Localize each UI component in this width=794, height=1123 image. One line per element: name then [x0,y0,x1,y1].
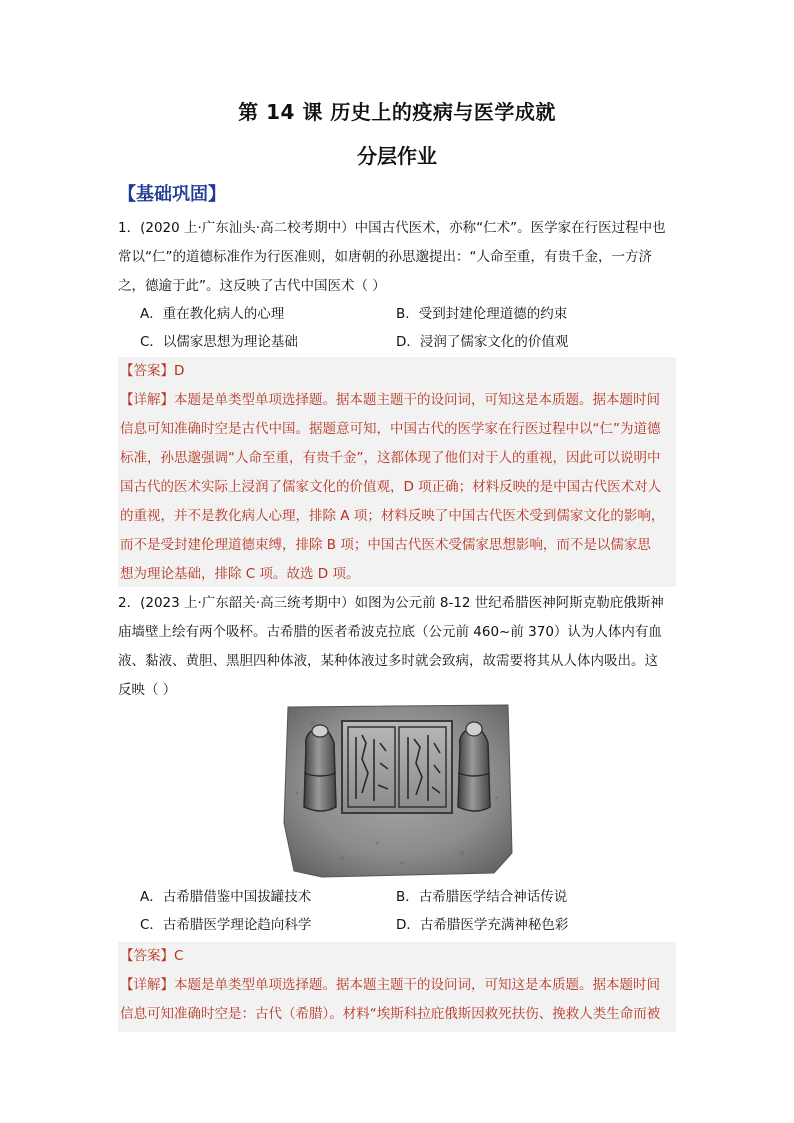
question-2-options [140,883,680,939]
question-2-line: 液、黏液、黄胆、黑胆四种体液，某种体液过多时就会致病，故需要将其从人体内吸出。这 [118,653,658,669]
question-1-answer-box [118,357,676,587]
analysis-line: 【详解】本题是单类型单项选择题。据本题主题干的设问词，可知这是本质题。据本题时间 [120,392,660,408]
analysis-line: 标准，孙思邈强调“人命至重，有贵千金”，这都体现了他们对于人的重视，因此可以说明中 [120,450,661,466]
analysis-line: 信息可知准确时空是：古代（希腊）。材料“埃斯科拉庇俄斯因救死扶伤、挽救人类生命而被 [120,1006,661,1022]
option-d: D．古希腊医学充满神秘色彩 [396,917,569,933]
relief-image-cupping-vessels [282,703,514,879]
question-1-line: 之，德逾于此”。这反映了古代中国医术（ ） [118,278,386,294]
analysis-line: 的重视，并不是教化病人心理，排除 A 项；材料反映了中国古代医术受到儒家文化的影响， [120,508,665,524]
analysis-line: 想为理论基础，排除 C 项。故选 D 项。 [120,566,360,582]
page-subtitle: 分层作业 [357,144,437,168]
question-1-line: 常以“仁”的道德标准作为行医准则，如唐朝的孙思邈提出：“人命至重，有贵千金，一方济 [118,249,652,265]
page-title: 第 14 课 历史上的疫病与医学成就 [238,100,556,124]
option-c: C．古希腊医学理论趋向科学 [140,917,312,933]
answer-label: 【答案】C [120,948,184,964]
option-b: B．古希腊医学结合神话传说 [396,889,568,905]
option-a: A．重在教化病人的心理 [140,306,285,322]
option-d: D．浸润了儒家文化的价值观 [396,334,569,350]
analysis-line: 信息可知准确时空是古代中国。据题意可知，中国古代的医学家在行医过程中以“仁”为道德 [120,421,661,437]
question-2-stem [118,589,678,705]
analysis-line: 国古代的医术实际上浸润了儒家文化的价值观，D 项正确；材料反映的是中国古代医术对人 [120,479,662,495]
section-heading: 【基础巩固】 [118,184,226,205]
option-b: B．受到封建伦理道德的约束 [396,306,568,322]
question-2-line: 反映（ ） [118,682,177,698]
question-2-line: 庙墙壁上绘有两个吸杯。古希腊的医者希波克拉底（公元前 460~前 370）认为人体内有血 [118,624,662,640]
question-1-stem [118,214,678,301]
option-c: C．以儒家思想为理论基础 [140,334,298,350]
answer-label: 【答案】D [120,363,185,379]
option-a: A．古希腊借鉴中国拔罐技术 [140,889,312,905]
question-2-line: 2．(2023 上·广东韶关·高三统考期中）如图为公元前 8-12 世纪希腊医神阿斯克勒庇俄斯神 [118,595,664,611]
analysis-line: 而不是受封建伦理道德束缚，排除 B 项；中国古代医术受儒家思想影响，而不是以儒家思 [120,537,651,553]
question-1-options [140,300,680,356]
question-2-answer-box [118,942,676,1032]
question-1-line: 1．(2020 上·广东汕头·高二校考期中）中国古代医术，亦称“仁术”。医学家在行医过程中也 [118,220,666,236]
analysis-line: 【详解】本题是单类型单项选择题。据本题主题干的设问词，可知这是本质题。据本题时间 [120,977,660,993]
